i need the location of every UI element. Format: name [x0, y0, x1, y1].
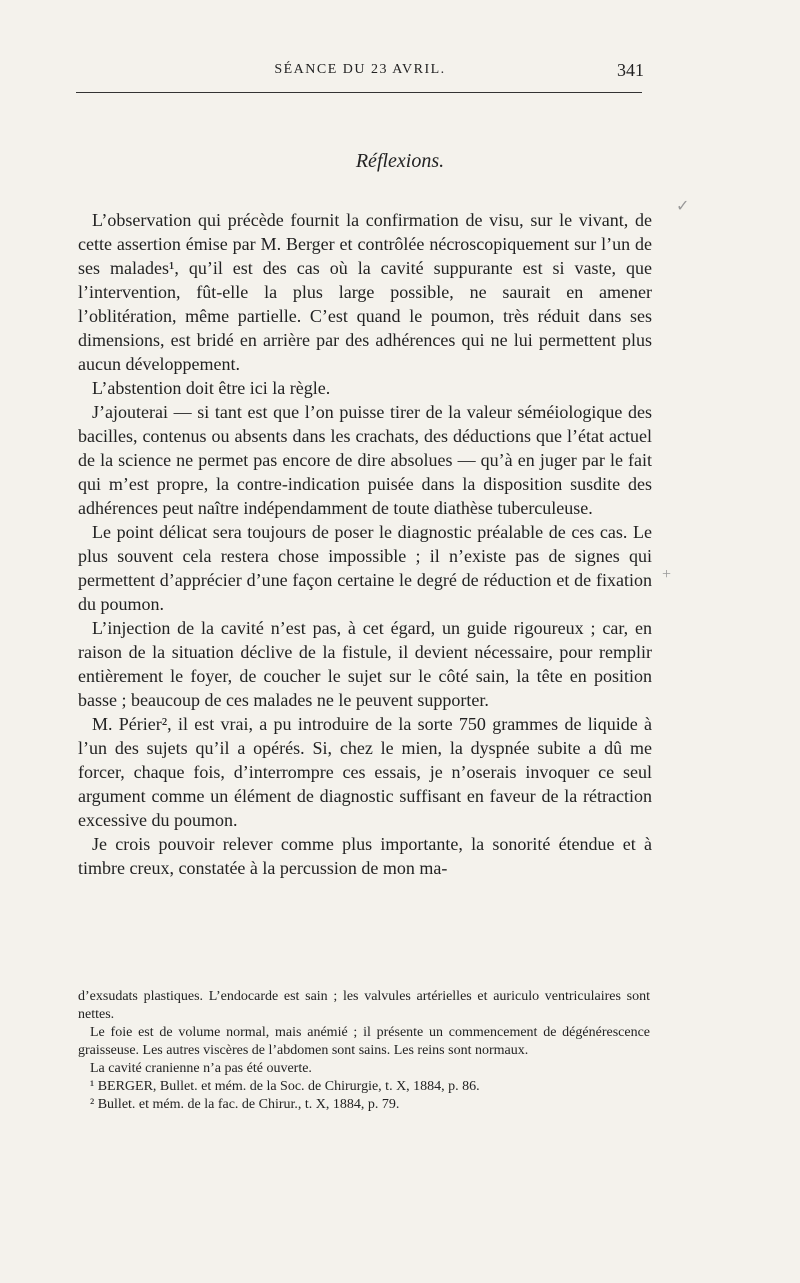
- page-number: 341: [617, 60, 644, 80]
- paragraph: Le point délicat sera toujours de poser le diagnostic préalable de ces cas. Le plus souvent cela restera chose impossible ; il n’existe pas de signes qui permettent d’apprécier d’une façon certaine le degré de réduction et de fixation du poumon.: [78, 522, 652, 614]
- body-text: [78, 208, 652, 880]
- footnote-paragraph: La cavité cranienne n’a pas été ouverte.: [90, 1061, 312, 1076]
- paragraph: M. Périer², il est vrai, a pu introduire de la sorte 750 grammes de liquide à l’un des sujets qu’il a opérés. Si, chez le mien, la dyspnée subite a dû me forcer, chaque fois, d’interrompre ces essais, je n’oserais invoquer ce seul argument comme un élément de diagnostic suffisant en faveur de la rétraction excessive du poumon.: [78, 714, 652, 830]
- footnote-1: ¹ BERGER, Bullet. et mém. de la Soc. de Chirurgie, t. X, 1884, p. 86.: [90, 1079, 480, 1094]
- paragraph: L’abstention doit être ici la règle.: [92, 378, 331, 398]
- footnote-continuation: d’exsudats plastiques. L’endocarde est sain ; les valvules artérielles et auriculo ventriculaires sont nettes.: [78, 989, 650, 1022]
- margin-pencil-mark: ✓: [676, 198, 690, 215]
- footnote-2: ² Bullet. et mém. de la fac. de Chirur., t. X, 1884, p. 79.: [90, 1097, 400, 1112]
- header-rule: [76, 92, 642, 93]
- running-header: [76, 60, 644, 84]
- margin-pencil-mark: +: [662, 566, 672, 583]
- footnotes: [78, 988, 650, 1114]
- paragraph: L’observation qui précède fournit la confirmation de visu, sur le vivant, de cette assertion émise par M. Berger et contrôlée nécroscopiquement sur l’un de ses malades¹, qu’il est des cas où la cavité suppurante est si vaste, que l’intervention, fût-elle la plus large possible, ne saurait en amener l’oblitération, même partielle. C’est quand le poumon, très réduit dans ses dimensions, est bridé en arrière par des adhérences qui ne lui permettent plus aucun développement.: [78, 210, 652, 374]
- paragraph: Je crois pouvoir relever comme plus importante, la sonorité étendue et à timbre creux, constatée à la percussion de mon ma-: [78, 834, 652, 878]
- section-title: Réflexions.: [355, 150, 445, 172]
- paragraph: J’ajouterai — si tant est que l’on puisse tirer de la valeur séméiologique des bacilles, contenus ou absents dans les crachats, des déductions que l’état actuel de la science ne permet pas encore de dire absolues — qu’à en juger par le fait qui m’est propre, la contre-indication puisée dans la disposition susdite des adhérences peut naître indépendamment de toute diathèse tuberculeuse.: [78, 402, 652, 518]
- footnote-paragraph: Le foie est de volume normal, mais anémié ; il présente un commencement de dégénérescence graisseuse. Les autres viscères de l’abdomen sont sains. Les reins sont normaux.: [78, 1025, 650, 1058]
- header-title: SÉANCE DU 23 AVRIL.: [274, 62, 446, 77]
- paragraph: L’injection de la cavité n’est pas, à cet égard, un guide rigoureux ; car, en raison de la situation déclive de la fistule, il devient nécessaire, pour remplir entièrement le foyer, de coucher le sujet sur le côté sain, la tête en position basse ; beaucoup de ces malades ne le peuvent supporter.: [78, 618, 652, 710]
